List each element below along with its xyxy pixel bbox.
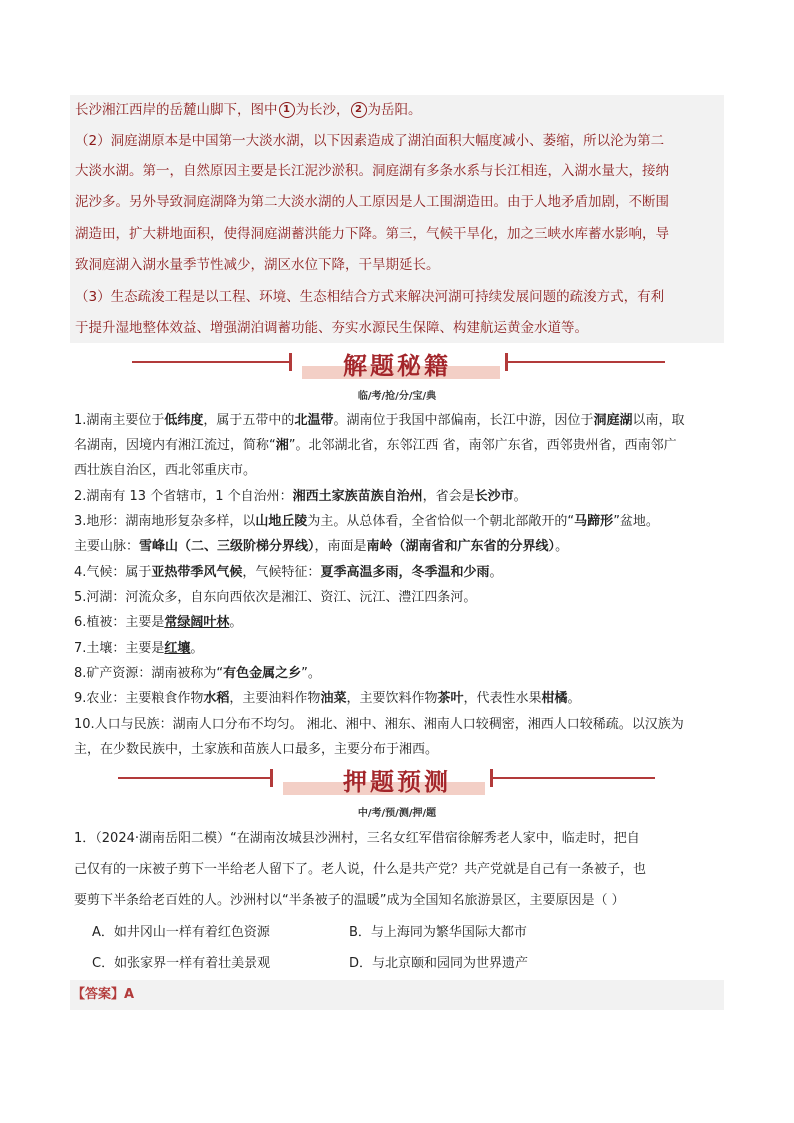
section-banner-secrets: [0, 342, 794, 382]
question-line-1: 1．（2024·湖南岳阳二模）“在湖南汝城县沙洲村，三名女红军借宿徐解秀老人家中，临走时，把自: [74, 831, 640, 846]
secret-item-2: 2.湖南有 13 个省辖市，1 个自治州：湘西土家族苗族自治州，省会是长沙市。: [74, 489, 527, 504]
answer-line-7: （3）生态疏浚工程是以工程、环境、生态相结合方式来解决河湖可持续发展问题的疏浚方式，有利: [75, 289, 665, 305]
secret-item-1-cont2: 西壮族自治区，西北邻重庆市。: [74, 463, 257, 478]
answer-text: 长沙湘江西岸的岳麓山脚下，图中: [75, 102, 278, 118]
circle-number-1: 1: [279, 102, 295, 118]
circle-number-2: 2: [351, 102, 367, 118]
section-title-predict: 押题预测: [343, 767, 451, 796]
secret-item-1-cont: 名湖南，因境内有湘江流过，简称“湘”。北邻湖北省，东邻江西 省，南邻广东省，西邻贵州省，西南邻广: [74, 438, 677, 453]
answer-line-5: 湖造田，扩大耕地面积，使得洞庭湖蓄洪能力下降。第三，气候干旱化，加之三峡水库蓄水影响，导: [75, 226, 669, 242]
section-subtitle-secrets: 临/考/抢/分/宝/典: [357, 391, 437, 402]
answer-line-4: 泥沙多。另外导致洞庭湖降为第二大淡水湖的人工原因是人工围湖造田。由于人地矛盾加剧，不断围: [75, 194, 669, 210]
secret-item-6: 6.植被：主要是常绿阔叶林。: [74, 615, 243, 630]
secret-item-10-cont: 主，在少数民族中，土家族和苗族人口最多，主要分布于湘西。: [74, 742, 439, 757]
secret-item-3-mountains: 主要山脉：雪峰山（二、三级阶梯分界线），南面是南岭（湖南省和广东省的分界线）。: [74, 539, 569, 554]
secret-item-5: 5.河湖：河流众多，自东向西依次是湘江、资江、沅江、澧江四条河。: [74, 590, 477, 605]
answer-line-3: 大淡水湖。第一，自然原因主要是长江泥沙淤积。洞庭湖有多条水系与长江相连，入湖水量大，接纳: [75, 163, 669, 179]
secret-item-1: 1.湖南主要位于低纬度，属于五带中的北温带。湖南位于我国中部偏南，长江中游，因位于洞庭湖以南，取: [74, 413, 685, 428]
answer-line-2: （2）洞庭湖原本是中国第一大淡水湖，以下因素造成了湖泊面积大幅度减小、萎缩，所以沦为第二: [75, 133, 665, 149]
answer-label: [72, 986, 134, 1004]
answer-key: 【答案】: [72, 987, 125, 1002]
section-subtitle-predict: 中/考/预/测/押/题: [357, 808, 437, 819]
secret-item-9: 9.农业：主要粮食作物水稻，主要油料作物油菜，主要饮料作物茶叶，代表性水果柑橘。: [74, 691, 581, 706]
secret-item-4: 4.气候：属于亚热带季风气候，气候特征：夏季高温多雨，冬季温和少雨。: [74, 565, 503, 580]
option-c: C．如张家界一样有着壮美景观: [92, 956, 271, 971]
option-b: B．与上海同为繁华国际大都市: [349, 925, 527, 940]
answer-line-8: 于提升湿地整体效益、增强湖泊调蓄功能、夯实水源民生保障、构建航运黄金水道等。: [75, 320, 588, 336]
section-banner-predict: [0, 758, 794, 798]
answer-line-6: 致洞庭湖入湖水量季节性减少，湖区水位下降，干旱期延长。: [75, 257, 440, 273]
section-title-secrets: 解题秘籍: [343, 351, 451, 380]
secret-item-3: 3.地形：湖南地形复杂多样，以山地丘陵为主。从总体看，全省恰似一个朝北部敞开的“马蹄形”盆地。: [74, 514, 659, 529]
secret-item-10: 10.人口与民族：湖南人口分布不均匀。 湘北、湘中、湘东、湘南人口较稠密，湘西人口较稀疏。以汉族为: [74, 717, 684, 732]
question-line-2: 己仅有的一床被子剪下一半给老人留下了。老人说，什么是共产党？共产党就是自己有一条被子，也: [74, 862, 647, 877]
option-a: A．如井冈山一样有着红色资源: [92, 925, 270, 940]
answer-box-question: [70, 980, 724, 1010]
question-line-3: 要剪下半条给老百姓的人。沙洲村以“半条被子的温暖”成为全国知名旅游景区，主要原因是（ ）: [74, 893, 625, 908]
answer-text: 为岳阳。: [367, 102, 422, 118]
answer-line-1: [75, 101, 422, 119]
answer-text: 为长沙，: [295, 102, 350, 118]
secret-item-7: 7.土壤：主要是红壤。: [74, 641, 204, 656]
option-d: D．与北京颐和园同为世界遗产: [349, 956, 529, 971]
answer-value: A: [124, 987, 135, 1002]
secret-item-8: 8.矿产资源：湖南被称为“有色金属之乡”。: [74, 666, 321, 681]
